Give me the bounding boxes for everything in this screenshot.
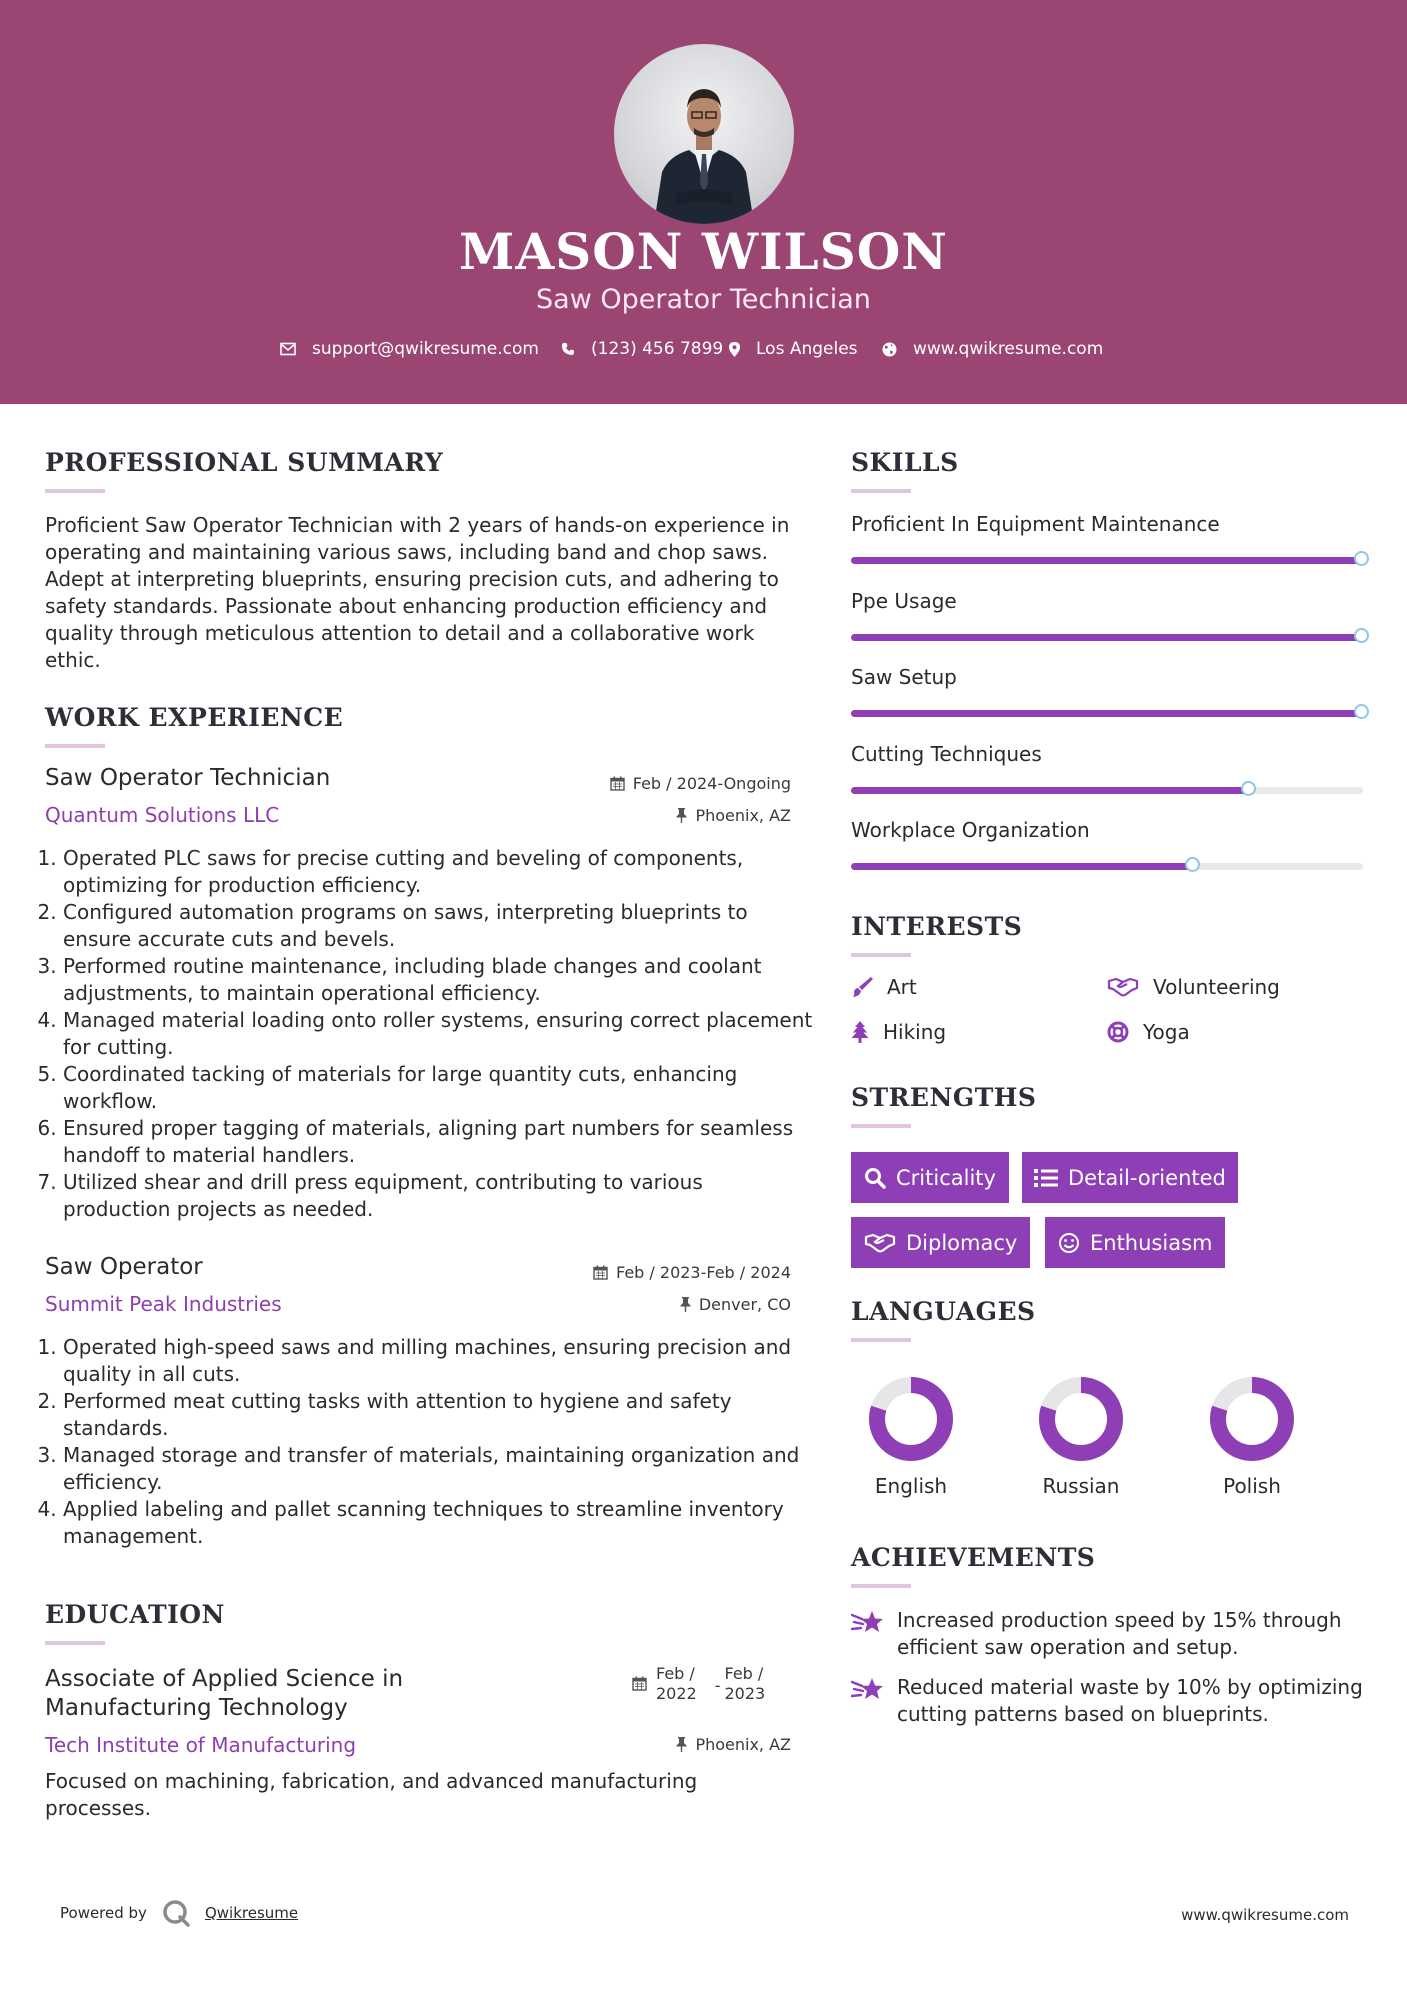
- skill-bar-fill: [851, 787, 1250, 794]
- end-month: Feb /: [724, 1664, 764, 1683]
- achievements-heading: ACHIEVEMENTS: [851, 1543, 1096, 1572]
- profile-photo: [614, 44, 794, 224]
- language-donut: [1207, 1374, 1297, 1464]
- calendar-icon: [593, 1265, 608, 1280]
- job-bullets: [45, 845, 813, 1223]
- lifebuoy-icon: [1107, 1021, 1129, 1043]
- footer-website[interactable]: www.qwikresume.com: [1181, 1906, 1349, 1924]
- skill-bar-track: [851, 787, 1363, 794]
- list-item: 2. Performed meat cutting tasks with attention to hygiene and safety standards.: [63, 1388, 813, 1442]
- skill-bar-fill: [851, 863, 1194, 870]
- job-bullets: [45, 1334, 813, 1550]
- company-name: Quantum Solutions LLC: [45, 803, 280, 827]
- map-marker-icon: [729, 342, 740, 357]
- envelope-icon: [280, 342, 296, 356]
- pushpin-icon: [676, 1737, 687, 1752]
- interest-label: Yoga: [1143, 1020, 1190, 1044]
- phone-text: (123) 456 7899: [591, 339, 724, 359]
- contact-phone[interactable]: [561, 338, 723, 360]
- list-item: 3. Managed storage and transfer of materials, maintaining organization and efficiency.: [63, 1442, 813, 1496]
- calendar-icon: [610, 776, 625, 791]
- education-dates: [632, 1664, 765, 1704]
- job-dates-text: Feb / 2024-Ongoing: [632, 774, 791, 793]
- strength-chip: [851, 1217, 1030, 1268]
- location-text: Los Angeles: [756, 339, 858, 359]
- job-location: [530, 806, 791, 825]
- achievements-rule: [851, 1584, 911, 1588]
- interest-item: [1107, 975, 1280, 999]
- skill-bar-track: [851, 710, 1363, 717]
- skill-bar-knob: [1354, 704, 1369, 719]
- strengths-rule: [851, 1124, 911, 1128]
- school-name: Tech Institute of Manufacturing: [45, 1733, 357, 1757]
- skill-label: Proficient In Equipment Maintenance: [851, 512, 1220, 536]
- interest-label: Hiking: [883, 1020, 947, 1044]
- education-location: [530, 1735, 791, 1754]
- handshake-icon: [864, 1233, 896, 1253]
- list-item: 3. Performed routine maintenance, including blade changes and coolant adjustments, to maintain operational efficiency.: [63, 953, 813, 1007]
- language-donut: [866, 1374, 956, 1464]
- brand-link[interactable]: Qwikresume: [204, 1904, 299, 1922]
- language-item: [1021, 1374, 1141, 1498]
- header-banner: [0, 0, 1407, 404]
- pushpin-icon: [676, 808, 687, 823]
- strength-chip: [1022, 1152, 1238, 1203]
- strength-chip: [1045, 1217, 1225, 1268]
- email-text: support@qwikresume.com: [312, 339, 539, 359]
- tree-icon: [851, 1021, 869, 1043]
- pushpin-icon: [680, 1297, 691, 1312]
- education-location-text: Phoenix, AZ: [695, 1735, 791, 1754]
- language-item: [851, 1374, 971, 1498]
- skill-bar-track: [851, 634, 1363, 641]
- degree-line: Manufacturing Technology: [45, 1695, 348, 1721]
- skill-bar-track: [851, 557, 1363, 564]
- achievement-text: Reduced material waste by 10% by optimizing cutting patterns based on blueprints.: [897, 1675, 1363, 1726]
- list-item: 4. Applied labeling and pallet scanning techniques to streamline inventory management.: [63, 1496, 813, 1550]
- list-item: 2. Configured automation programs on saws, interpreting blueprints to ensure accurate cuts and bevels.: [63, 899, 813, 953]
- shooting-star-icon: [851, 1609, 885, 1635]
- website-text: www.qwikresume.com: [913, 339, 1104, 359]
- job-location-text: Phoenix, AZ: [695, 806, 791, 825]
- strength-label: Diplomacy: [906, 1230, 1018, 1255]
- experience-heading: WORK EXPERIENCE: [45, 703, 344, 732]
- contact-email[interactable]: [280, 338, 539, 360]
- skill-label: Saw Setup: [851, 665, 957, 689]
- strength-label: Criticality: [896, 1165, 996, 1190]
- achievement-text: Increased production speed by 15% through efficient saw operation and setup.: [897, 1608, 1342, 1659]
- list-item: 1. Operated PLC saws for precise cutting and beveling of components, optimizing for production efficiency.: [63, 845, 813, 899]
- skill-label: Cutting Techniques: [851, 741, 1042, 766]
- start-month: Feb /: [656, 1664, 695, 1683]
- skill-bar-fill: [851, 634, 1363, 641]
- skill-label: Ppe Usage: [851, 588, 957, 613]
- skills-heading: SKILLS: [851, 448, 959, 477]
- interest-item: [851, 975, 917, 999]
- skill-bar-knob: [1185, 857, 1200, 872]
- skill-bar-knob: [1354, 551, 1369, 566]
- strength-chip: [851, 1152, 1009, 1203]
- smile-icon: [1058, 1232, 1080, 1254]
- language-item: [1192, 1374, 1312, 1498]
- list-item: 1. Operated high-speed saws and milling machines, ensuring precision and quality in all cuts.: [63, 1334, 813, 1388]
- job-dates: [530, 774, 791, 793]
- degree-line: Associate of Applied Science in: [45, 1666, 404, 1692]
- strength-label: Detail-oriented: [1068, 1165, 1226, 1190]
- phone-icon: [561, 342, 575, 356]
- paintbrush-icon: [851, 976, 873, 998]
- job-title: Saw Operator Technician: [45, 765, 331, 791]
- job-title: Saw Operator: [45, 1254, 203, 1280]
- education-rule: [45, 1641, 105, 1645]
- languages-rule: [851, 1338, 911, 1342]
- skill-label: Workplace Organization: [851, 818, 1090, 842]
- calendar-icon: [632, 1676, 647, 1691]
- language-label: Russian: [1042, 1474, 1120, 1498]
- skill-bar-fill: [851, 710, 1363, 717]
- skill-bar-fill: [851, 557, 1363, 564]
- degree-name: [45, 1665, 403, 1723]
- list-item: 7. Utilized shear and drill press equipment, contributing to various production projects as needed.: [63, 1169, 813, 1223]
- footer-branding: [60, 1898, 298, 1928]
- job-dates: [530, 1263, 791, 1282]
- list-item: 6. Ensured proper tagging of materials, aligning part numbers for seamless handoff to material handlers.: [63, 1115, 813, 1169]
- company-name: Summit Peak Industries: [45, 1292, 282, 1316]
- job-location-text: Denver, CO: [698, 1295, 791, 1314]
- skills-rule: [851, 489, 911, 493]
- language-donut: [1036, 1374, 1126, 1464]
- experience-rule: [45, 744, 105, 748]
- skill-bar-track: [851, 863, 1363, 870]
- achievement-item: [851, 1674, 1371, 1728]
- language-label: Polish: [1223, 1474, 1281, 1498]
- skill-bar-knob: [1354, 628, 1369, 643]
- contact-website[interactable]: [882, 338, 1103, 360]
- achievement-item: [851, 1607, 1371, 1661]
- start-year: 2022: [656, 1684, 697, 1703]
- languages-heading: LANGUAGES: [851, 1297, 1036, 1326]
- interests-rule: [851, 953, 911, 957]
- interest-label: Volunteering: [1153, 975, 1280, 999]
- skill-bar-knob: [1241, 781, 1256, 796]
- contact-location: [729, 338, 858, 360]
- summary-heading: PROFESSIONAL SUMMARY: [45, 448, 444, 477]
- summary-rule: [45, 489, 105, 493]
- education-heading: EDUCATION: [45, 1600, 225, 1629]
- search-icon: [864, 1167, 886, 1189]
- job-location: [530, 1295, 791, 1314]
- list-item: 4. Managed material loading onto roller systems, ensuring correct placement for cutting.: [63, 1007, 813, 1061]
- summary-text: Proficient Saw Operator Technician with 2 years of hands-on experience in operating and maintaining various saws, including band and chop saws. Adept at interpreting blueprints, ensuring precision cuts, and adhering to safety standards. Passionate about enhancing production efficiency and quality through meticulous attention to detail and a collaborative work ethic.: [45, 513, 790, 672]
- candidate-title: Saw Operator Technician: [536, 284, 871, 315]
- education-description: Focused on machining, fabrication, and advanced manufacturing processes.: [45, 1769, 698, 1820]
- language-label: English: [874, 1474, 948, 1498]
- powered-by-text: Powered by: [60, 1904, 147, 1922]
- list-icon: [1034, 1168, 1058, 1188]
- interests-heading: INTERESTS: [851, 912, 1023, 941]
- job-dates-text: Feb / 2023-Feb / 2024: [616, 1263, 791, 1282]
- handshake-icon: [1107, 977, 1139, 997]
- interest-item: [851, 1020, 946, 1044]
- list-item: 5. Coordinated tacking of materials for large quantity cuts, enhancing workflow.: [63, 1061, 813, 1115]
- date-dash: -: [714, 1676, 721, 1695]
- end-year: 2023: [724, 1684, 766, 1703]
- interest-label: Art: [887, 975, 917, 999]
- strength-label: Enthusiasm: [1090, 1230, 1213, 1255]
- shooting-star-icon: [851, 1676, 885, 1702]
- strengths-heading: STRENGTHS: [851, 1083, 1037, 1112]
- candidate-name: MASON WILSON: [459, 222, 948, 281]
- globe-icon: [882, 342, 897, 357]
- interest-item: [1107, 1020, 1190, 1044]
- qwikresume-logo-icon: [161, 1898, 191, 1928]
